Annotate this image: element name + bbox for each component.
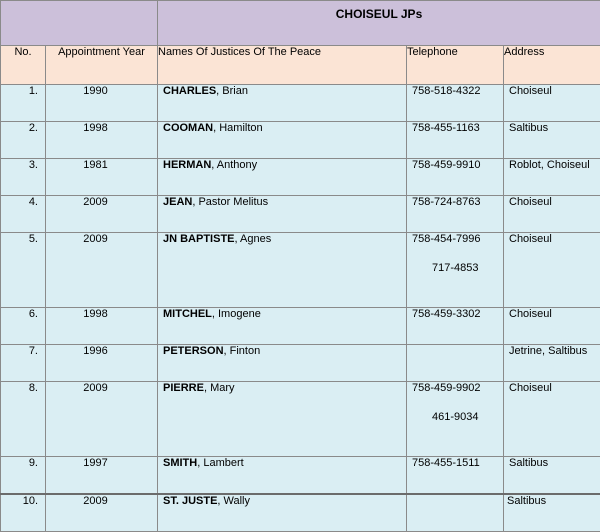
cell-telephone xyxy=(407,345,504,382)
cell-no: 2. xyxy=(1,122,46,159)
table-row xyxy=(1,308,600,345)
table-row xyxy=(1,345,600,382)
given-name: , Wally xyxy=(217,494,250,507)
given-name: , Agnes xyxy=(234,233,272,245)
table-row xyxy=(1,122,600,159)
cell-address: Choiseul xyxy=(504,85,600,122)
cell-address: Choiseul xyxy=(504,233,600,308)
cell-no: 8. xyxy=(1,382,46,457)
cell-telephone xyxy=(407,196,504,233)
given-name: , Imogene xyxy=(211,308,261,320)
cell-telephone xyxy=(407,457,504,494)
cell-address: Choiseul xyxy=(504,382,600,457)
given-name: , Mary xyxy=(203,382,235,394)
cell-name xyxy=(158,196,407,233)
telephone-secondary: 717-4853 xyxy=(432,262,479,274)
given-name: , Finton xyxy=(223,345,261,357)
telephone: 758-518-4322 xyxy=(412,85,481,97)
column-header-no: No. xyxy=(1,46,46,85)
cell-address: Choiseul xyxy=(504,196,600,233)
cell-name xyxy=(158,122,407,159)
table-title: CHOISEUL JPs xyxy=(158,1,600,46)
cell-name xyxy=(158,308,407,345)
cell-no: 7. xyxy=(1,345,46,382)
table-row xyxy=(1,233,600,308)
telephone: 758-724-8763 xyxy=(412,196,481,208)
cell-address: Choiseul xyxy=(504,308,600,345)
telephone: 758-455-1163 xyxy=(412,122,480,134)
telephone: 758-459-3302 xyxy=(412,308,481,320)
cell-no: 4. xyxy=(1,196,46,233)
cell-address: Jetrine, Saltibus xyxy=(504,345,600,382)
title-spacer-cell xyxy=(1,1,158,46)
cell-name xyxy=(158,159,407,196)
column-header-name: Names Of Justices Of The Peace xyxy=(158,46,407,85)
cell-appointment-year: 1981 xyxy=(46,159,158,196)
telephone: 758-459-9902 xyxy=(412,382,481,394)
cell-name xyxy=(158,233,407,308)
table-row xyxy=(1,457,600,494)
surname: PIERRE xyxy=(163,382,204,394)
surname: SMITH xyxy=(163,457,198,469)
surname: HERMAN xyxy=(163,159,212,171)
telephone: 758-459-9910 xyxy=(412,159,481,171)
cell-telephone xyxy=(407,494,504,532)
cell-appointment-year: 2009 xyxy=(46,233,158,308)
given-name: , Pastor Melitus xyxy=(192,196,269,208)
cell-telephone xyxy=(407,233,504,308)
cell-appointment-year: 1996 xyxy=(46,345,158,382)
telephone-secondary: 461-9034 xyxy=(432,411,479,423)
table-row xyxy=(1,196,600,233)
cell-appointment-year: 1990 xyxy=(46,85,158,122)
cell-no: 3. xyxy=(1,159,46,196)
cell-name xyxy=(158,85,407,122)
cell-address: Saltibus xyxy=(504,122,600,159)
given-name: , Anthony xyxy=(211,159,258,171)
cell-telephone xyxy=(407,122,504,159)
cell-appointment-year: 2009 xyxy=(46,382,158,457)
surname: CHARLES xyxy=(163,85,217,97)
header-row xyxy=(1,46,600,85)
cell-appointment-year: 1998 xyxy=(46,308,158,345)
cell-address: Roblot, Choiseul xyxy=(504,159,600,196)
cell-no: 6. xyxy=(1,308,46,345)
cell-no: 1. xyxy=(1,85,46,122)
given-name: , Lambert xyxy=(197,457,244,469)
cell-telephone xyxy=(407,308,504,345)
column-header-year: Appointment Year xyxy=(46,46,158,85)
column-header-address: Address xyxy=(504,46,600,85)
cell-name xyxy=(158,345,407,382)
telephone: 758-454-7996 xyxy=(412,233,481,245)
surname: PETERSON xyxy=(163,345,224,357)
cell-address: Saltibus xyxy=(504,457,600,494)
given-name: , Hamilton xyxy=(213,122,263,134)
cell-name xyxy=(158,494,407,532)
cell-name xyxy=(158,457,407,494)
cell-no: 10. xyxy=(1,494,46,532)
table-body xyxy=(1,85,600,532)
table-row xyxy=(1,382,600,457)
table-row xyxy=(1,159,600,196)
column-header-telephone: Telephone xyxy=(407,46,504,85)
surname: JEAN xyxy=(163,196,193,208)
surname: COOMAN xyxy=(163,122,214,134)
cell-telephone xyxy=(407,159,504,196)
table-row xyxy=(1,494,600,532)
table-row xyxy=(1,85,600,122)
cell-no: 9. xyxy=(1,457,46,494)
title-row xyxy=(1,1,600,46)
surname: ST. JUSTE xyxy=(163,494,218,507)
cell-name xyxy=(158,382,407,457)
cell-address: Saltibus xyxy=(504,494,600,532)
cell-appointment-year: 1998 xyxy=(46,122,158,159)
telephone: 758-455-1511 xyxy=(412,457,480,469)
cell-appointment-year: 2009 xyxy=(46,494,158,532)
cell-telephone xyxy=(407,85,504,122)
surname: JN BAPTISTE xyxy=(163,233,235,245)
cell-no: 5. xyxy=(1,233,46,308)
cell-appointment-year: 1997 xyxy=(46,457,158,494)
surname: MITCHEL xyxy=(163,308,212,320)
given-name: , Brian xyxy=(216,85,248,97)
cell-telephone xyxy=(407,382,504,457)
cell-appointment-year: 2009 xyxy=(46,196,158,233)
